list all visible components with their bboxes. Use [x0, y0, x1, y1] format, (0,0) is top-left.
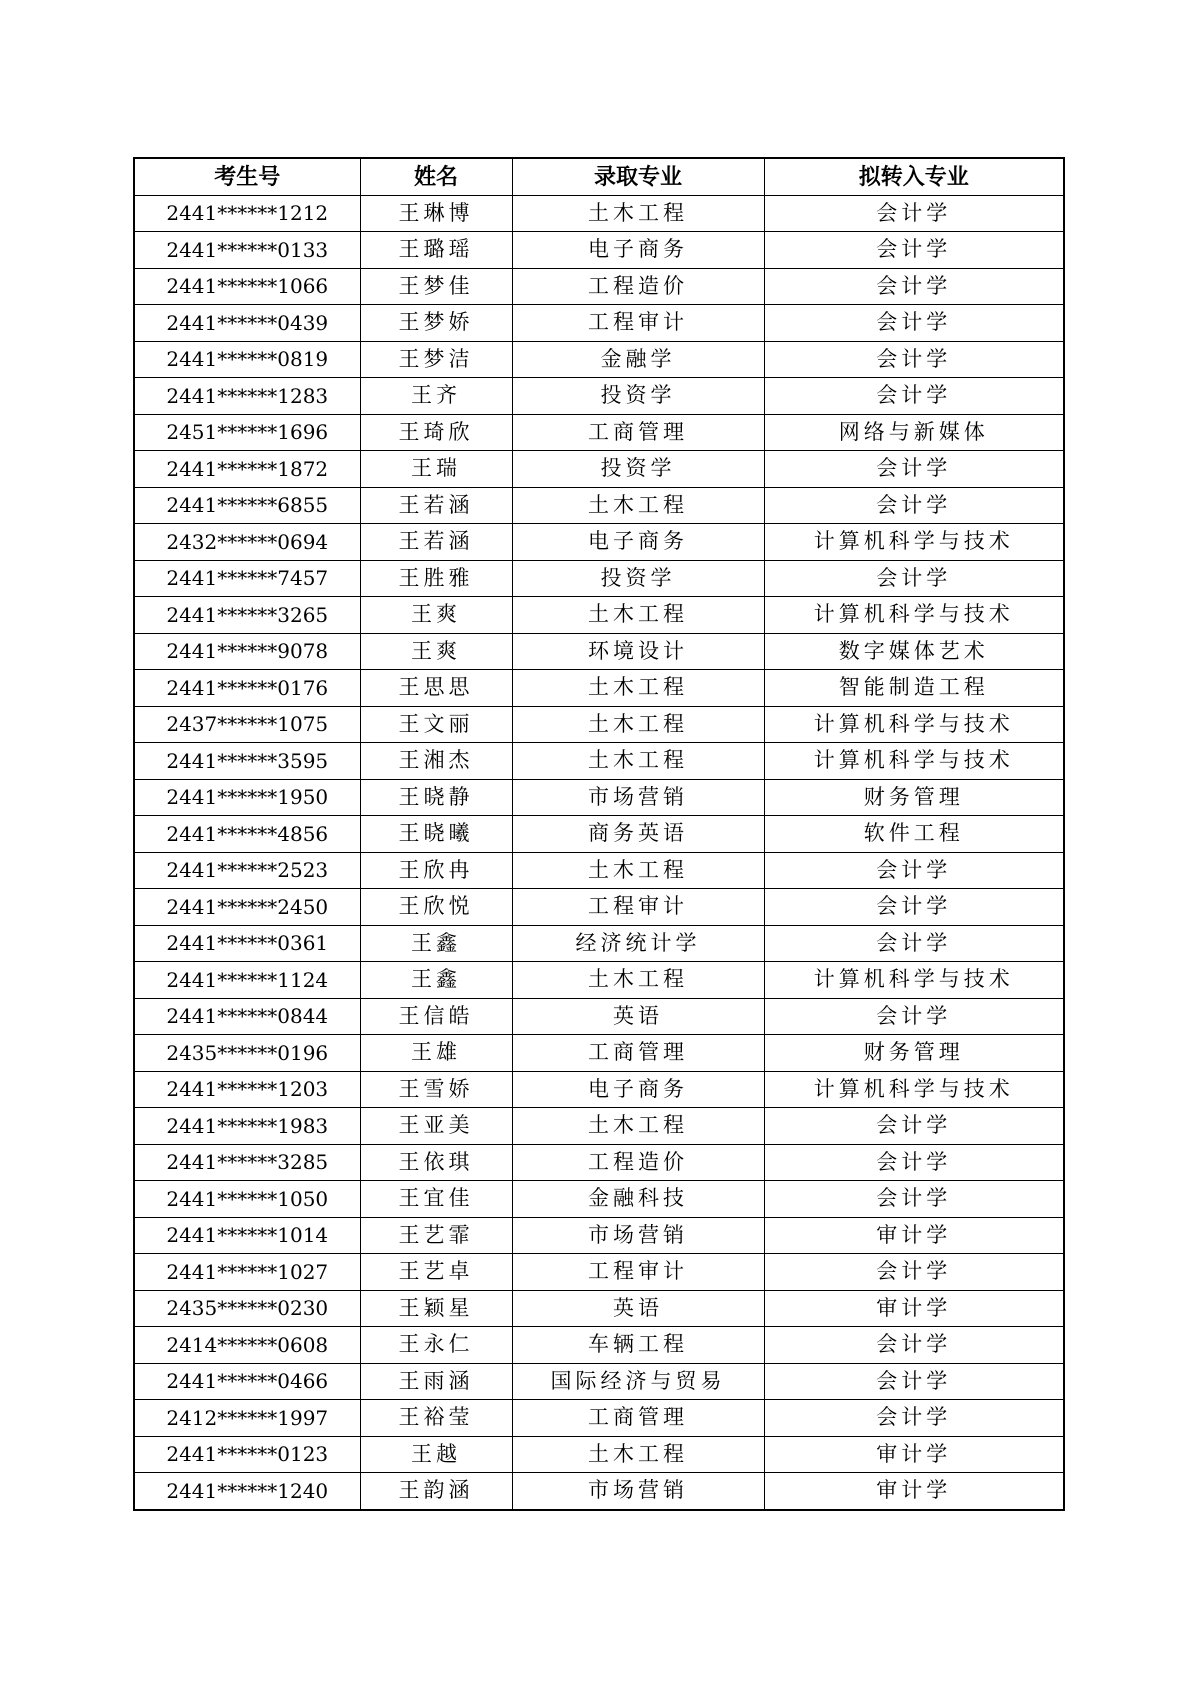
cell-target-major: 会计学	[764, 1144, 1064, 1181]
cell-exam-number: 2441******1014	[134, 1217, 360, 1254]
cell-name: 王艺霏	[360, 1217, 512, 1254]
cell-admitted-major: 经济统计学	[512, 925, 764, 962]
cell-target-major: 软件工程	[764, 816, 1064, 853]
cell-target-major: 计算机科学与技术	[764, 743, 1064, 780]
cell-name: 王亚美	[360, 1108, 512, 1145]
cell-exam-number: 2414******0608	[134, 1327, 360, 1364]
cell-exam-number: 2435******0230	[134, 1290, 360, 1327]
cell-name: 王裕莹	[360, 1400, 512, 1437]
cell-exam-number: 2441******0844	[134, 998, 360, 1035]
cell-admitted-major: 工程造价	[512, 268, 764, 305]
cell-name: 王鑫	[360, 962, 512, 999]
cell-admitted-major: 电子商务	[512, 1071, 764, 1108]
header-admitted-major: 录取专业	[512, 158, 764, 195]
table-row	[134, 1290, 1064, 1327]
cell-exam-number: 2441******0176	[134, 670, 360, 707]
table-row	[134, 1217, 1064, 1254]
table-row	[134, 305, 1064, 342]
cell-exam-number: 2435******0196	[134, 1035, 360, 1072]
cell-exam-number: 2441******1983	[134, 1108, 360, 1145]
cell-admitted-major: 车辆工程	[512, 1327, 764, 1364]
table-row	[134, 378, 1064, 415]
cell-name: 王艺卓	[360, 1254, 512, 1291]
cell-target-major: 会计学	[764, 232, 1064, 269]
table-row	[134, 341, 1064, 378]
cell-admitted-major: 土木工程	[512, 852, 764, 889]
cell-target-major: 会计学	[764, 852, 1064, 889]
table-row	[134, 268, 1064, 305]
cell-target-major: 会计学	[764, 1400, 1064, 1437]
cell-target-major: 会计学	[764, 268, 1064, 305]
cell-name: 王梦洁	[360, 341, 512, 378]
table-row	[134, 852, 1064, 889]
table-row	[134, 560, 1064, 597]
cell-name: 王爽	[360, 597, 512, 634]
cell-target-major: 审计学	[764, 1436, 1064, 1473]
table-row	[134, 1108, 1064, 1145]
cell-exam-number: 2441******1203	[134, 1071, 360, 1108]
cell-target-major: 会计学	[764, 451, 1064, 488]
cell-name: 王韵涵	[360, 1473, 512, 1510]
cell-name: 王永仁	[360, 1327, 512, 1364]
cell-name: 王琦欣	[360, 414, 512, 451]
cell-exam-number: 2441******0133	[134, 232, 360, 269]
cell-admitted-major: 市场营销	[512, 779, 764, 816]
table-row	[134, 1473, 1064, 1510]
table-row	[134, 779, 1064, 816]
cell-target-major: 财务管理	[764, 1035, 1064, 1072]
cell-name: 王湘杰	[360, 743, 512, 780]
table-row	[134, 1363, 1064, 1400]
cell-exam-number: 2441******3265	[134, 597, 360, 634]
cell-name: 王齐	[360, 378, 512, 415]
cell-admitted-major: 投资学	[512, 451, 764, 488]
cell-target-major: 智能制造工程	[764, 670, 1064, 707]
cell-admitted-major: 市场营销	[512, 1217, 764, 1254]
header-target-major: 拟转入专业	[764, 158, 1064, 195]
cell-exam-number: 2441******0819	[134, 341, 360, 378]
cell-name: 王信皓	[360, 998, 512, 1035]
table-row	[134, 414, 1064, 451]
table-row	[134, 670, 1064, 707]
cell-target-major: 会计学	[764, 1254, 1064, 1291]
cell-target-major: 会计学	[764, 560, 1064, 597]
table-row	[134, 1254, 1064, 1291]
table-row	[134, 1071, 1064, 1108]
cell-admitted-major: 工商管理	[512, 414, 764, 451]
cell-exam-number: 2432******0694	[134, 524, 360, 561]
table-row	[134, 816, 1064, 853]
cell-target-major: 计算机科学与技术	[764, 706, 1064, 743]
cell-target-major: 审计学	[764, 1217, 1064, 1254]
cell-exam-number: 2451******1696	[134, 414, 360, 451]
cell-name: 王欣冉	[360, 852, 512, 889]
cell-admitted-major: 商务英语	[512, 816, 764, 853]
cell-exam-number: 2441******1240	[134, 1473, 360, 1510]
cell-exam-number: 2437******1075	[134, 706, 360, 743]
cell-admitted-major: 英语	[512, 1290, 764, 1327]
cell-target-major: 审计学	[764, 1290, 1064, 1327]
cell-name: 王越	[360, 1436, 512, 1473]
cell-name: 王琳博	[360, 195, 512, 232]
cell-exam-number: 2441******3285	[134, 1144, 360, 1181]
cell-name: 王若涵	[360, 487, 512, 524]
cell-target-major: 财务管理	[764, 779, 1064, 816]
cell-target-major: 会计学	[764, 378, 1064, 415]
cell-admitted-major: 市场营销	[512, 1473, 764, 1510]
table-row	[134, 195, 1064, 232]
cell-exam-number: 2441******1950	[134, 779, 360, 816]
cell-target-major: 会计学	[764, 889, 1064, 926]
cell-name: 王爽	[360, 633, 512, 670]
table-row	[134, 1181, 1064, 1218]
cell-name: 王颖星	[360, 1290, 512, 1327]
cell-exam-number: 2441******2450	[134, 889, 360, 926]
cell-target-major: 计算机科学与技术	[764, 1071, 1064, 1108]
cell-exam-number: 2441******1283	[134, 378, 360, 415]
cell-admitted-major: 工程造价	[512, 1144, 764, 1181]
table-row	[134, 743, 1064, 780]
cell-name: 王依琪	[360, 1144, 512, 1181]
cell-exam-number: 2441******7457	[134, 560, 360, 597]
cell-target-major: 会计学	[764, 1108, 1064, 1145]
cell-admitted-major: 工程审计	[512, 305, 764, 342]
cell-exam-number: 2441******3595	[134, 743, 360, 780]
cell-exam-number: 2441******1066	[134, 268, 360, 305]
cell-exam-number: 2441******1124	[134, 962, 360, 999]
cell-admitted-major: 土木工程	[512, 706, 764, 743]
cell-name: 王雪娇	[360, 1071, 512, 1108]
cell-admitted-major: 金融科技	[512, 1181, 764, 1218]
cell-admitted-major: 土木工程	[512, 195, 764, 232]
cell-admitted-major: 工商管理	[512, 1035, 764, 1072]
table-row	[134, 232, 1064, 269]
cell-exam-number: 2441******1027	[134, 1254, 360, 1291]
table-row	[134, 962, 1064, 999]
cell-target-major: 会计学	[764, 487, 1064, 524]
table-row	[134, 1400, 1064, 1437]
cell-admitted-major: 投资学	[512, 560, 764, 597]
cell-name: 王文丽	[360, 706, 512, 743]
cell-exam-number: 2441******2523	[134, 852, 360, 889]
cell-exam-number: 2441******1212	[134, 195, 360, 232]
cell-target-major: 会计学	[764, 925, 1064, 962]
cell-admitted-major: 投资学	[512, 378, 764, 415]
table-row	[134, 597, 1064, 634]
cell-target-major: 会计学	[764, 1181, 1064, 1218]
cell-target-major: 网络与新媒体	[764, 414, 1064, 451]
cell-name: 王梦娇	[360, 305, 512, 342]
cell-name: 王思思	[360, 670, 512, 707]
cell-name: 王鑫	[360, 925, 512, 962]
cell-admitted-major: 土木工程	[512, 1436, 764, 1473]
cell-name: 王瑞	[360, 451, 512, 488]
table-row	[134, 1144, 1064, 1181]
table-body	[134, 195, 1064, 1510]
cell-target-major: 会计学	[764, 341, 1064, 378]
cell-admitted-major: 土木工程	[512, 487, 764, 524]
cell-admitted-major: 金融学	[512, 341, 764, 378]
cell-target-major: 数字媒体艺术	[764, 633, 1064, 670]
table-row	[134, 1436, 1064, 1473]
cell-admitted-major: 电子商务	[512, 524, 764, 561]
cell-admitted-major: 土木工程	[512, 1108, 764, 1145]
table-row	[134, 706, 1064, 743]
cell-target-major: 审计学	[764, 1473, 1064, 1510]
cell-exam-number: 2412******1997	[134, 1400, 360, 1437]
table-row	[134, 998, 1064, 1035]
transfer-list-table	[133, 157, 1065, 1511]
cell-name: 王雄	[360, 1035, 512, 1072]
cell-target-major: 会计学	[764, 1327, 1064, 1364]
cell-admitted-major: 电子商务	[512, 232, 764, 269]
cell-exam-number: 2441******6855	[134, 487, 360, 524]
cell-admitted-major: 工程审计	[512, 1254, 764, 1291]
cell-exam-number: 2441******0123	[134, 1436, 360, 1473]
table-row	[134, 633, 1064, 670]
table-header-row	[134, 158, 1064, 195]
cell-name: 王雨涵	[360, 1363, 512, 1400]
cell-target-major: 会计学	[764, 195, 1064, 232]
cell-exam-number: 2441******0361	[134, 925, 360, 962]
table-row	[134, 487, 1064, 524]
cell-exam-number: 2441******9078	[134, 633, 360, 670]
cell-admitted-major: 工程审计	[512, 889, 764, 926]
cell-admitted-major: 土木工程	[512, 962, 764, 999]
cell-admitted-major: 环境设计	[512, 633, 764, 670]
cell-admitted-major: 土木工程	[512, 743, 764, 780]
table-row	[134, 451, 1064, 488]
cell-admitted-major: 土木工程	[512, 670, 764, 707]
cell-exam-number: 2441******4856	[134, 816, 360, 853]
cell-name: 王晓曦	[360, 816, 512, 853]
table-row	[134, 889, 1064, 926]
table-row	[134, 524, 1064, 561]
cell-name: 王若涵	[360, 524, 512, 561]
header-exam-number: 考生号	[134, 158, 360, 195]
cell-admitted-major: 英语	[512, 998, 764, 1035]
cell-admitted-major: 国际经济与贸易	[512, 1363, 764, 1400]
cell-name: 王梦佳	[360, 268, 512, 305]
cell-admitted-major: 土木工程	[512, 597, 764, 634]
cell-target-major: 会计学	[764, 998, 1064, 1035]
cell-admitted-major: 工商管理	[512, 1400, 764, 1437]
table-row	[134, 1327, 1064, 1364]
table-row	[134, 1035, 1064, 1072]
table-row	[134, 925, 1064, 962]
cell-name: 王胜雅	[360, 560, 512, 597]
cell-target-major: 会计学	[764, 305, 1064, 342]
cell-exam-number: 2441******1872	[134, 451, 360, 488]
cell-name: 王晓静	[360, 779, 512, 816]
header-name: 姓名	[360, 158, 512, 195]
cell-exam-number: 2441******1050	[134, 1181, 360, 1218]
cell-exam-number: 2441******0439	[134, 305, 360, 342]
cell-target-major: 计算机科学与技术	[764, 524, 1064, 561]
cell-exam-number: 2441******0466	[134, 1363, 360, 1400]
cell-target-major: 计算机科学与技术	[764, 597, 1064, 634]
cell-target-major: 计算机科学与技术	[764, 962, 1064, 999]
cell-name: 王欣悦	[360, 889, 512, 926]
cell-name: 王宜佳	[360, 1181, 512, 1218]
cell-name: 王璐瑶	[360, 232, 512, 269]
cell-target-major: 会计学	[764, 1363, 1064, 1400]
